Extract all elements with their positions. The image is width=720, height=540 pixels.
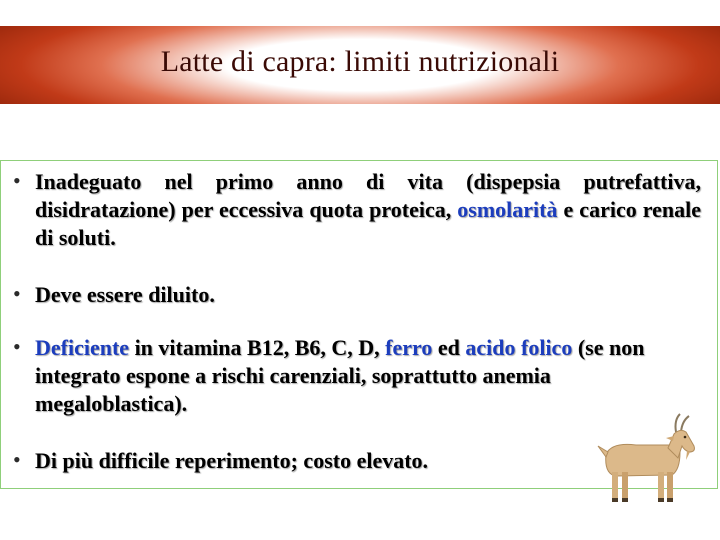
- title-bar: [0, 26, 720, 104]
- goat-illustration: [592, 412, 702, 507]
- slide-title: Latte di capra: limiti nutrizionali: [160, 45, 560, 78]
- bullet-3-highlight-2: ferro: [385, 335, 433, 360]
- bullet-item-2: [35, 281, 701, 309]
- bullet-1-highlight: osmolarità: [457, 197, 558, 222]
- bullet-item-3: [35, 334, 695, 418]
- bullet-3-text-3: (se non integrato espone a rischi carenziali, soprattutto anemia megaloblastica).: [35, 335, 645, 416]
- bullet-item-1: [35, 168, 701, 252]
- bullet-marker: •: [13, 168, 21, 193]
- bullet-3-highlight-1: Deficiente: [35, 335, 130, 360]
- bullet-4-text: Di più difficile reperimento; costo elevato.: [35, 448, 429, 473]
- bullet-1-text: Inadeguato nel primo anno di vita (dispepsia putrefattiva, disidratazione) per eccessiva quota proteica,: [35, 169, 701, 222]
- bullet-marker: •: [13, 281, 21, 306]
- bullet-3-text-1: in vitamina B12, B6, C, D,: [129, 335, 386, 360]
- bullet-1-text-end: e carico renale di soluti.: [35, 197, 701, 250]
- bullet-2-text: Deve essere diluito.: [35, 282, 215, 307]
- bullet-marker: •: [13, 447, 21, 472]
- bullet-3-text-2: ed: [432, 335, 466, 360]
- bullet-3-highlight-3: acido folico: [465, 335, 573, 360]
- bullet-marker: •: [13, 334, 21, 359]
